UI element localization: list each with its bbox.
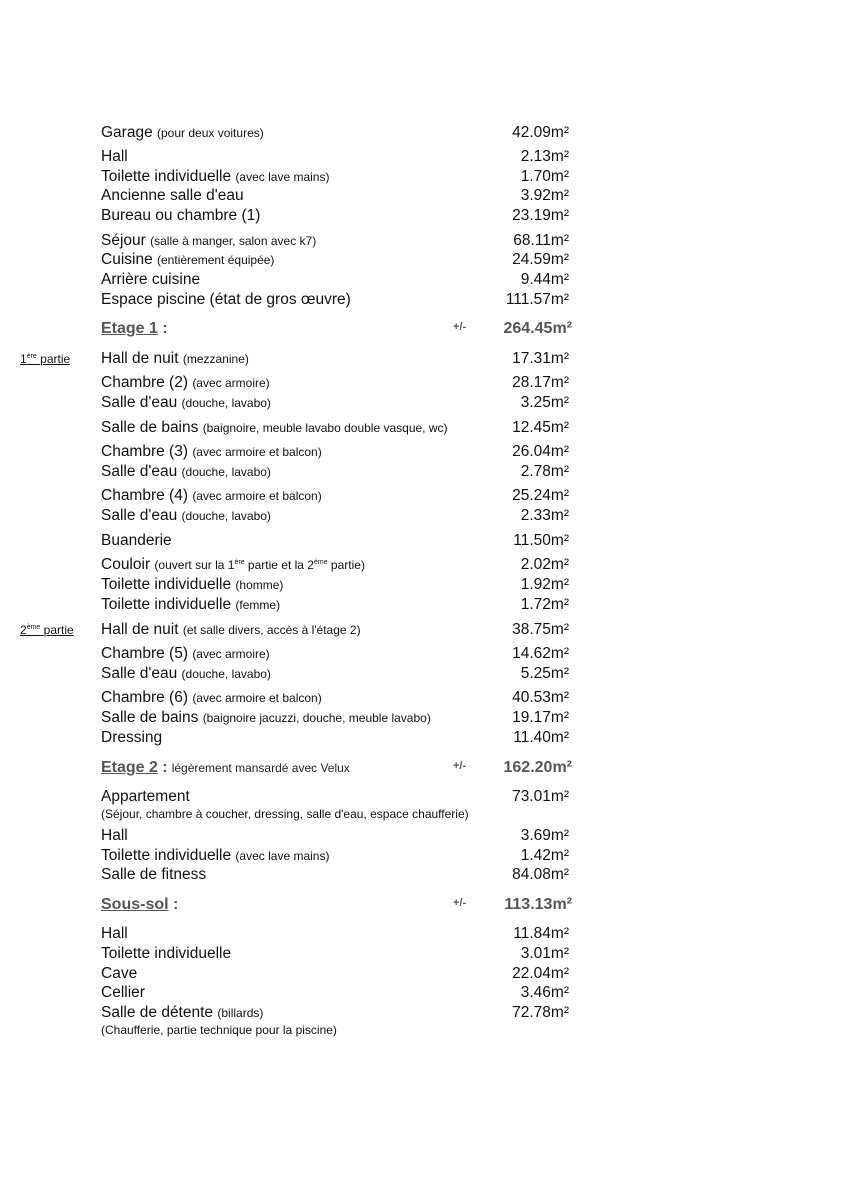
room-label: Chambre (5) (avec armoire) [101, 645, 270, 662]
room-label: Toilette individuelle [101, 945, 232, 962]
approx-sign: +/- [453, 760, 467, 772]
room-label: Cave [101, 965, 138, 982]
room-area: 3.25m² [520, 394, 569, 411]
room-area: 17.31m² [512, 350, 569, 367]
room-area: 26.04m² [512, 443, 569, 460]
room-row [101, 270, 569, 290]
room-row [101, 486, 569, 506]
room-row [101, 688, 569, 708]
room-row [101, 555, 569, 575]
room-label: Ancienne salle d'eau [101, 187, 244, 204]
room-label: Hall [101, 827, 128, 844]
room-row [101, 787, 569, 807]
room-area: 2.78m² [520, 463, 569, 480]
room-area: 3.69m² [520, 827, 569, 844]
room-detail: (Chaufferie, partie technique pour la piscine) [101, 1023, 337, 1037]
room-row [101, 826, 569, 846]
room-label: Toilette individuelle (femme) [101, 596, 281, 613]
room-label: Salle de bains (baignoire, meuble lavabo double vasque, wc) [101, 419, 448, 436]
room-label: Couloir (ouvert sur la 1ère partie et la 2ème partie) [101, 556, 365, 573]
section-title: Etage 2 : légèrement mansardé avec Velux [101, 759, 350, 776]
room-row [101, 349, 569, 369]
room-label: Espace piscine (état de gros œuvre) [101, 291, 351, 308]
section-header-soussol [101, 895, 572, 915]
room-area: 5.25m² [520, 665, 569, 682]
room-label: Hall de nuit (et salle divers, accès à l'étage 2) [101, 621, 361, 638]
room-label: Salle d'eau (douche, lavabo) [101, 463, 271, 480]
section-total: 162.20m² [503, 759, 572, 776]
room-area: 72.78m² [512, 1004, 569, 1021]
room-row [101, 506, 569, 526]
room-area: 3.92m² [520, 187, 569, 204]
room-label: Chambre (3) (avec armoire et balcon) [101, 443, 322, 460]
room-label: Hall de nuit (mezzanine) [101, 350, 249, 367]
room-area: 3.01m² [520, 945, 569, 962]
room-label: Séjour (salle à manger, salon avec k7) [101, 232, 317, 249]
room-row [101, 575, 569, 595]
section-title: Etage 1 : [101, 320, 168, 337]
room-row [101, 865, 569, 885]
room-row [101, 186, 569, 206]
room-area: 1.92m² [520, 576, 569, 593]
room-row [101, 983, 569, 1003]
room-row [101, 924, 569, 944]
room-area: 73.01m² [512, 788, 569, 805]
room-row [101, 531, 569, 551]
room-label: Buanderie [101, 532, 172, 549]
room-label: Dressing [101, 729, 163, 746]
room-area: 12.45m² [512, 419, 569, 436]
room-area: 40.53m² [512, 689, 569, 706]
room-row [101, 147, 569, 167]
room-label: Chambre (4) (avec armoire et balcon) [101, 487, 322, 504]
room-row [101, 964, 569, 984]
room-row [101, 664, 569, 684]
room-label: Chambre (6) (avec armoire et balcon) [101, 689, 322, 706]
room-label: Toilette individuelle (avec lave mains) [101, 847, 330, 864]
partie-label-1: 1ère partie [20, 352, 71, 366]
room-area: 1.72m² [520, 596, 569, 613]
room-area: 2.02m² [520, 556, 569, 573]
room-label: Chambre (2) (avec armoire) [101, 374, 270, 391]
room-label: Salle de détente (billards) [101, 1004, 264, 1021]
room-area: 11.50m² [513, 532, 569, 549]
room-row [101, 728, 569, 748]
room-label: Salle de fitness [101, 866, 207, 883]
room-row [101, 1003, 569, 1023]
section-title: Sous-sol : [101, 896, 179, 913]
room-row [101, 462, 569, 482]
room-label: Cellier [101, 984, 145, 1001]
room-area: 9.44m² [520, 271, 569, 288]
room-area: 42.09m² [512, 124, 569, 141]
room-row [101, 206, 569, 226]
room-label: Garage (pour deux voitures) [101, 124, 264, 141]
room-row [101, 167, 569, 187]
partie-label-2: 2ème partie [20, 623, 74, 637]
room-label: Salle d'eau (douche, lavabo) [101, 665, 271, 682]
room-area: 1.42m² [520, 847, 569, 864]
room-row [101, 846, 569, 866]
room-area: 68.11m² [513, 232, 569, 249]
room-area: 11.40m² [513, 729, 569, 746]
room-label: Salle d'eau (douche, lavabo) [101, 394, 271, 411]
room-label: Salle d'eau (douche, lavabo) [101, 507, 271, 524]
room-row [101, 644, 569, 664]
room-area: 84.08m² [512, 866, 569, 883]
section-total: 113.13m² [504, 896, 572, 913]
room-area: 22.04m² [512, 965, 569, 982]
room-row [101, 418, 569, 438]
room-label: Bureau ou chambre (1) [101, 207, 261, 224]
approx-sign: +/- [453, 897, 467, 909]
room-area: 38.75m² [512, 621, 569, 638]
room-row [101, 250, 569, 270]
room-area: 3.46m² [520, 984, 569, 1001]
room-row [101, 123, 569, 143]
room-label: Toilette individuelle (homme) [101, 576, 284, 593]
room-row [101, 708, 569, 728]
room-area: 111.57m² [505, 291, 569, 308]
room-row [101, 595, 569, 615]
room-area: 19.17m² [512, 709, 569, 726]
room-label: Hall [101, 925, 128, 942]
room-label: Cuisine (entièrement équipée) [101, 251, 275, 268]
room-row [101, 620, 569, 640]
room-area: 24.59m² [512, 251, 569, 268]
room-label: Toilette individuelle (avec lave mains) [101, 168, 330, 185]
section-header-etage1 [101, 319, 572, 339]
room-label: Salle de bains (baignoire jacuzzi, douche, meuble lavabo) [101, 709, 431, 726]
room-label: Hall [101, 148, 128, 165]
approx-sign: +/- [453, 321, 467, 333]
room-label: Arrière cuisine [101, 271, 201, 288]
room-row [101, 290, 569, 310]
room-row [101, 944, 569, 964]
room-area: 2.13m² [520, 148, 569, 165]
room-area: 11.84m² [513, 925, 569, 942]
section-total: 264.45m² [503, 320, 572, 337]
room-area: 1.70m² [520, 168, 569, 185]
room-row [101, 442, 569, 462]
section-header-etage2 [101, 758, 572, 778]
room-label: Appartement [101, 788, 190, 805]
room-row [101, 231, 569, 251]
room-detail: (Séjour, chambre à coucher, dressing, salle d'eau, espace chaufferie) [101, 807, 469, 821]
room-row [101, 373, 569, 393]
room-area: 28.17m² [512, 374, 569, 391]
room-area: 23.19m² [512, 207, 569, 224]
room-area: 25.24m² [512, 487, 569, 504]
room-area: 14.62m² [512, 645, 569, 662]
room-area: 2.33m² [520, 507, 569, 524]
room-row [101, 393, 569, 413]
